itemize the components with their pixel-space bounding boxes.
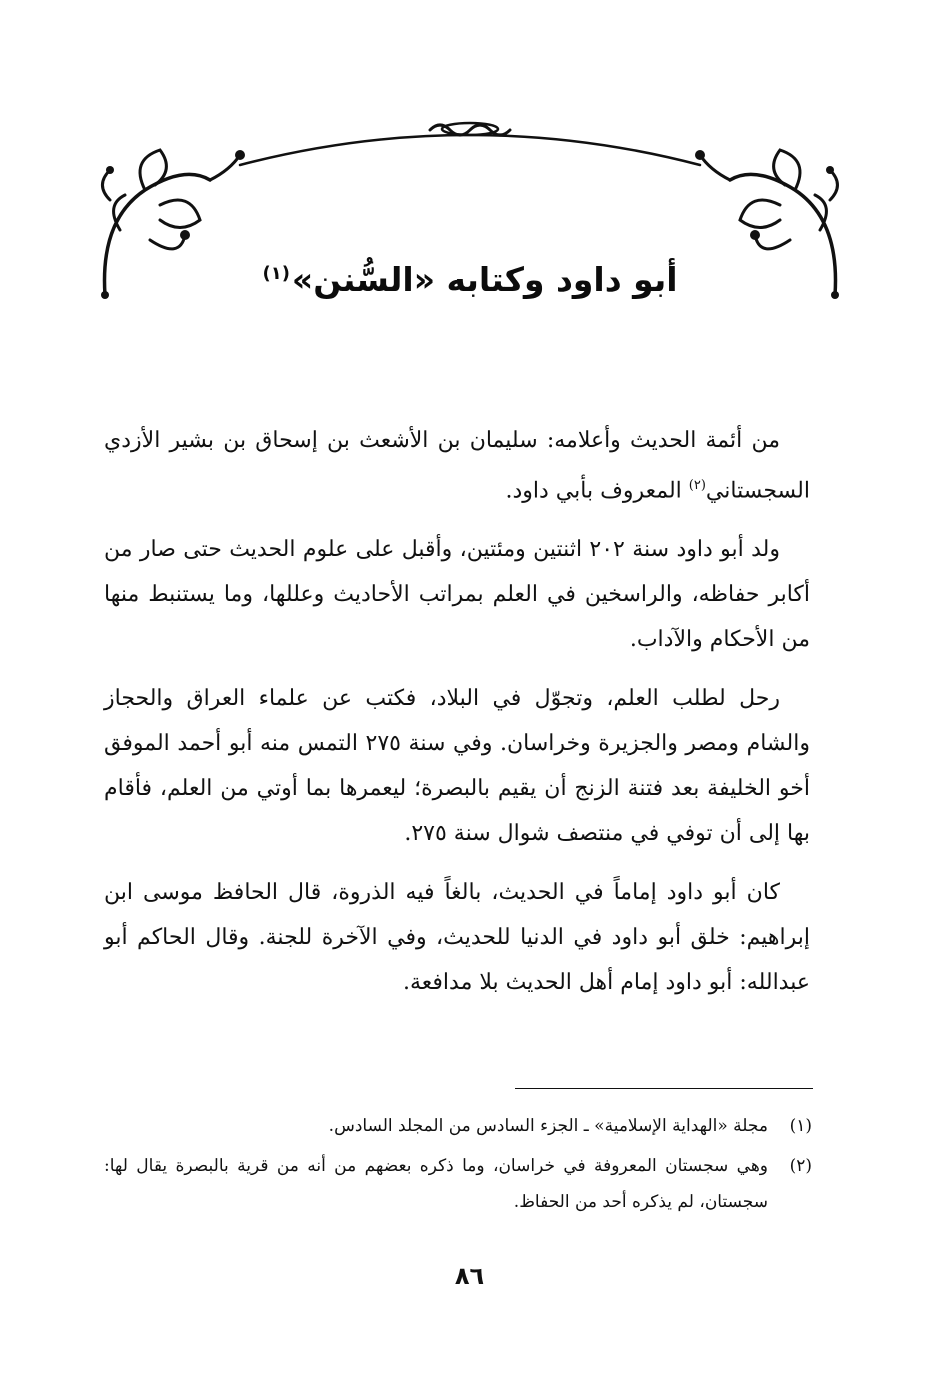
chapter-title: [180, 248, 760, 306]
footnote-1-text: مجلة «الهداية الإسلامية» ـ الجزء السادس من المجلد السادس.: [328, 1116, 768, 1136]
footnotes: [104, 1108, 812, 1224]
footnote-2-text: وهي سجستان المعروفة في خراسان، وما ذكره بعضهم من أنه من قرية بالبصرة يقال لها: سجستان، لم يذكره أحد من الحفاظ.: [104, 1156, 768, 1212]
paragraph-2: ولد أبو داود سنة ٢٠٢ اثنتين ومئتين، وأقبل على علوم الحديث حتى صار من أكابر حفاظه، والراسخين في العلم بمراتب الأحاديث وعللها، وما يستنبط منها من الأحكام والآداب.: [104, 537, 810, 653]
paragraph-3: رحل لطلب العلم، وتجوّل في البلاد، فكتب عن علماء العراق والحجاز والشام ومصر والجزيرة وخراسان. وفي سنة ٢٧٥ التمس منه أبو أحمد الموفق أخو الخليفة بعد فتنة الزنج أن يقيم بالبصرة؛ ليعمرها بما أوتي من العلم، فأقام بها إلى أن توفي في منتصف شوال سنة ٢٧٥.: [104, 686, 810, 847]
paragraph-1: [104, 418, 810, 513]
paragraph-1-text-a: من أئمة الحديث وأعلامه: سليمان بن الأشعث بن إسحاق بن بشير الأزدي السجستاني: [104, 428, 810, 504]
paragraph-1-footnote-ref: (٢): [688, 478, 706, 493]
chapter-title-text: أبو داود وكتابه «السُّنن»: [291, 260, 678, 299]
paragraph-1-text-b: المعروف بأبي داود.: [505, 478, 689, 504]
body-text: [104, 418, 810, 1019]
page-number: ٨٦: [454, 1262, 485, 1290]
footnote-2: [104, 1148, 812, 1220]
footnote-1: [104, 1108, 812, 1144]
paragraph-4: كان أبو داود إماماً في الحديث، بالغاً فيه الذروة، قال الحافظ موسى ابن إبراهيم: خلق أبو داود في الدنيا للحديث، وفي الآخرة للجنة. وقال الحاكم أبو عبدالله: أبو داود إمام أهل الحديث بلا مدافعة.: [104, 880, 810, 996]
footnote-1-number: (١): [789, 1116, 812, 1136]
footnote-2-number: (٢): [789, 1156, 812, 1176]
footnote-separator: [515, 1088, 813, 1089]
title-footnote-ref: (١): [262, 263, 290, 284]
